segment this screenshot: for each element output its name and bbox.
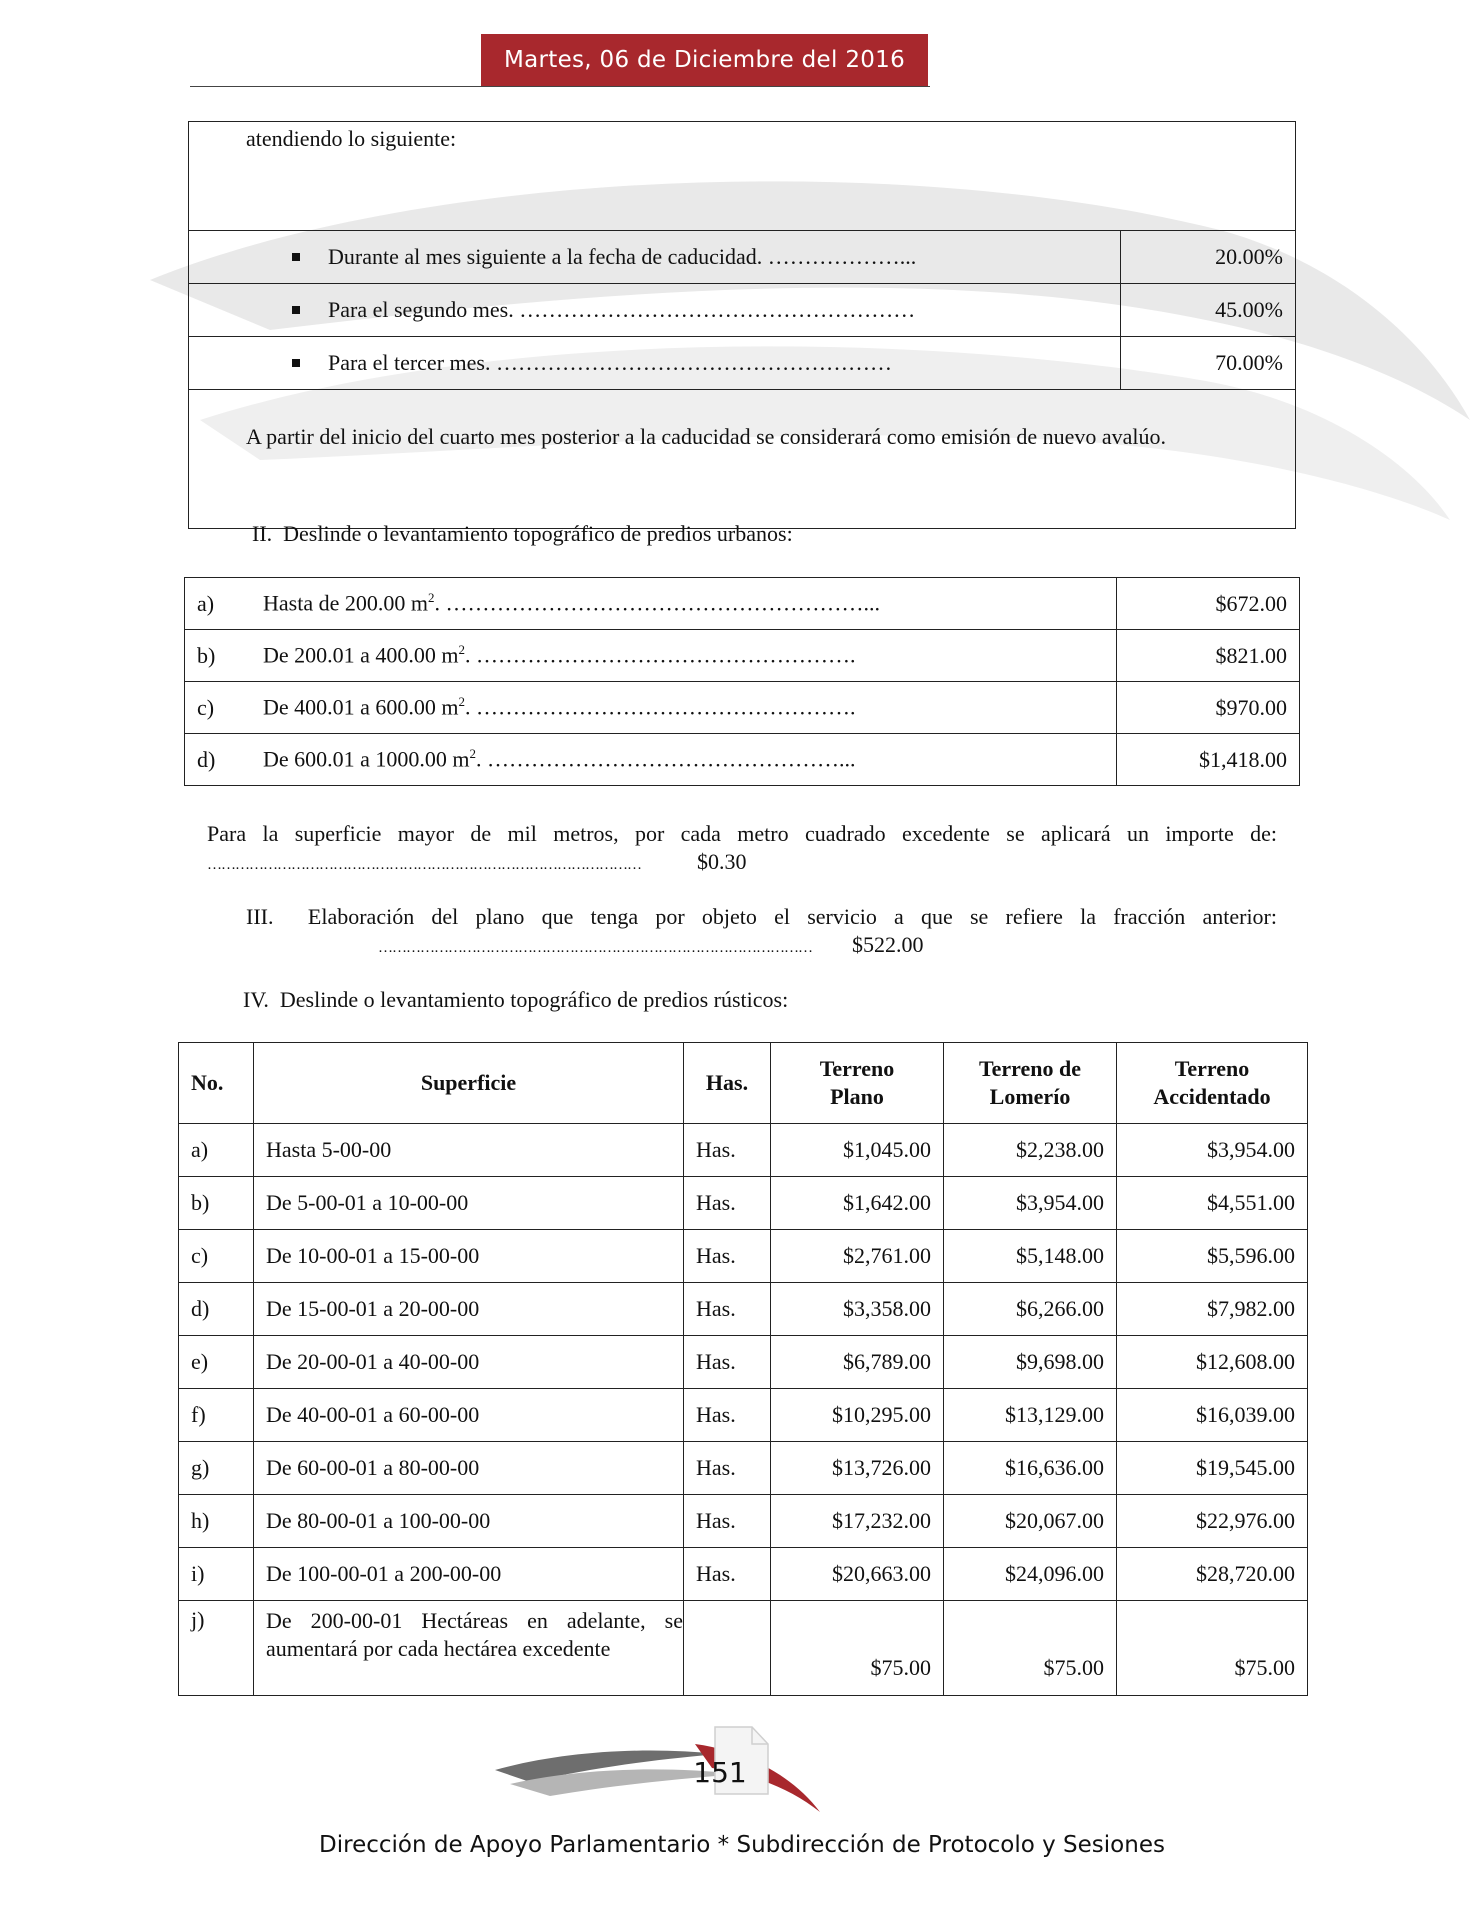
- row-description: De 600.01 a 1000.00 m: [263, 746, 470, 772]
- bullet-icon: [292, 359, 300, 367]
- section-amount: $522.00: [852, 932, 924, 957]
- row-accidentado: $12,608.00: [1117, 1336, 1308, 1389]
- row-lomerio: $16,636.00: [944, 1442, 1117, 1495]
- superscript: 2: [469, 746, 477, 762]
- page-number: 151: [693, 1756, 747, 1789]
- col-header-superficie: Superficie: [254, 1043, 684, 1124]
- row-superficie: De 100-00-01 a 200-00-00: [254, 1548, 684, 1601]
- row-plano: $1,642.00: [771, 1177, 944, 1230]
- section-title: Deslinde o levantamiento topográfico de predios rústicos:: [279, 987, 789, 1012]
- row-accidentado: $19,545.00: [1117, 1442, 1308, 1495]
- table-row: [179, 1283, 1308, 1336]
- row-lomerio: $3,954.00: [944, 1177, 1117, 1230]
- table-row: [179, 1495, 1308, 1548]
- row-label: a): [185, 578, 264, 630]
- superscript: 2: [458, 642, 466, 658]
- row-has: Has.: [684, 1177, 771, 1230]
- row-superficie: De 40-00-01 a 60-00-00: [254, 1389, 684, 1442]
- row-amount: $672.00: [1117, 578, 1300, 630]
- row-superficie: De 20-00-01 a 40-00-00: [254, 1336, 684, 1389]
- header-date-band: [481, 34, 928, 86]
- row-no: d): [179, 1283, 254, 1336]
- row-plano: $75.00: [771, 1601, 944, 1696]
- row-has: Has.: [684, 1230, 771, 1283]
- section-iii: [246, 903, 1277, 962]
- row-superficie: De 5-00-01 a 10-00-00: [254, 1177, 684, 1230]
- row-label: b): [185, 630, 264, 682]
- row-description: Hasta de 200.00 m: [263, 590, 428, 616]
- bullet-icon: [292, 253, 300, 261]
- row-no: e): [179, 1336, 254, 1389]
- caducidad-percent: 45.00%: [1121, 284, 1296, 337]
- row-no: a): [179, 1124, 254, 1177]
- row-superficie: De 15-00-01 a 20-00-00: [254, 1283, 684, 1336]
- row-no: c): [179, 1230, 254, 1283]
- leader-dots: . …………………………………………….: [465, 694, 856, 720]
- caducidad-item: Durante al mes siguiente a la fecha de caducidad. ………………...: [328, 244, 917, 269]
- row-has: [684, 1601, 771, 1696]
- row-has: Has.: [684, 1548, 771, 1601]
- table-row: [179, 1548, 1308, 1601]
- table-row: [179, 1601, 1308, 1696]
- row-has: Has.: [684, 1495, 771, 1548]
- row-no: j): [179, 1601, 254, 1696]
- row-accidentado: $16,039.00: [1117, 1389, 1308, 1442]
- table-row: [185, 630, 1300, 682]
- row-superficie: De 60-00-01 a 80-00-00: [254, 1442, 684, 1495]
- row-plano: $20,663.00: [771, 1548, 944, 1601]
- caducidad-item: Para el tercer mes. ………………………………………………: [328, 350, 892, 375]
- row-lomerio: $6,266.00: [944, 1283, 1117, 1336]
- row-plano: $13,726.00: [771, 1442, 944, 1495]
- col-header-has: Has.: [684, 1043, 771, 1124]
- section-numeral: IV.: [243, 987, 269, 1012]
- table-row: [179, 1230, 1308, 1283]
- leader-dots: …………………………………………………………………………………: [207, 857, 641, 873]
- row-lomerio: $24,096.00: [944, 1548, 1117, 1601]
- table-row: [185, 734, 1300, 786]
- row-no: g): [179, 1442, 254, 1495]
- table-row: [179, 1177, 1308, 1230]
- row-superficie: Hasta 5-00-00: [254, 1124, 684, 1177]
- table-row: [189, 231, 1296, 284]
- row-lomerio: $9,698.00: [944, 1336, 1117, 1389]
- header-date: Martes, 06 de Diciembre del 2016: [503, 47, 906, 73]
- caducidad-outro: A partir del inicio del cuarto mes posterior a la caducidad se considerará como emisión de nuevo avalúo.: [189, 390, 1296, 529]
- row-plano: $17,232.00: [771, 1495, 944, 1548]
- row-amount: $821.00: [1117, 630, 1300, 682]
- row-lomerio: $13,129.00: [944, 1389, 1117, 1442]
- leader-dots: …………………………………………………………………………………: [378, 940, 812, 956]
- row-no: f): [179, 1389, 254, 1442]
- table-row: [179, 1442, 1308, 1495]
- footer-swoosh-logo: [490, 1722, 830, 1832]
- caducidad-table: [188, 121, 1296, 529]
- section-iv-heading: [243, 987, 788, 1013]
- row-lomerio: $75.00: [944, 1601, 1117, 1696]
- row-label: d): [185, 734, 264, 786]
- leader-dots: . …………………………………………………...: [434, 590, 880, 616]
- row-accidentado: $75.00: [1117, 1601, 1308, 1696]
- table-row: [179, 1389, 1308, 1442]
- row-superficie: De 10-00-01 a 15-00-00: [254, 1230, 684, 1283]
- footer-text: Dirección de Apoyo Parlamentario * Subdirección de Protocolo y Sesiones: [319, 1832, 1165, 1858]
- section-ii-heading: [252, 521, 793, 547]
- leader-dots: . …………………………………………….: [465, 642, 856, 668]
- bullet-icon: [292, 306, 300, 314]
- row-lomerio: $2,238.00: [944, 1124, 1117, 1177]
- table-row: [189, 284, 1296, 337]
- row-accidentado: $7,982.00: [1117, 1283, 1308, 1336]
- row-description: De 200.01 a 400.00 m: [263, 642, 459, 668]
- row-lomerio: $5,148.00: [944, 1230, 1117, 1283]
- row-has: Has.: [684, 1283, 771, 1336]
- row-has: Has.: [684, 1124, 771, 1177]
- section-numeral: II.: [252, 521, 273, 546]
- rusticos-table: [178, 1042, 1308, 1696]
- header-rule: [190, 86, 930, 87]
- row-accidentado: $4,551.00: [1117, 1177, 1308, 1230]
- col-header-no: No.: [179, 1043, 254, 1124]
- table-row: [185, 578, 1300, 630]
- caducidad-item: Para el segundo mes. ………………………………………………: [328, 297, 916, 322]
- superficie-paragraph: [207, 820, 1277, 879]
- row-superficie: De 80-00-01 a 100-00-00: [254, 1495, 684, 1548]
- section-text: Elaboración del plano que tenga por objeto el servicio a que se refiere la fracción anterior:: [307, 904, 1277, 929]
- table-row: [179, 1336, 1308, 1389]
- row-plano: $2,761.00: [771, 1230, 944, 1283]
- paragraph-amount: $0.30: [697, 849, 747, 874]
- row-description: De 400.01 a 600.00 m: [263, 694, 459, 720]
- row-plano: $10,295.00: [771, 1389, 944, 1442]
- table-header-row: [179, 1043, 1308, 1124]
- row-amount: $970.00: [1117, 682, 1300, 734]
- urbanos-table: [184, 577, 1300, 786]
- row-superficie: De 200-00-01 Hectáreas en adelante, se aumentará por cada hectárea excedente: [254, 1601, 684, 1696]
- section-title: Deslinde o levantamiento topográfico de predios urbanos:: [283, 521, 793, 546]
- superscript: 2: [458, 694, 466, 710]
- row-accidentado: $3,954.00: [1117, 1124, 1308, 1177]
- table-row: [179, 1124, 1308, 1177]
- table-row: [185, 682, 1300, 734]
- caducidad-intro: atendiendo lo siguiente:: [189, 122, 1296, 231]
- row-amount: $1,418.00: [1117, 734, 1300, 786]
- row-no: i): [179, 1548, 254, 1601]
- col-header-plano: Terreno Plano: [771, 1043, 944, 1124]
- col-header-lomerio: Terreno de Lomerío: [944, 1043, 1117, 1124]
- row-accidentado: $5,596.00: [1117, 1230, 1308, 1283]
- row-has: Has.: [684, 1389, 771, 1442]
- row-accidentado: $22,976.00: [1117, 1495, 1308, 1548]
- row-has: Has.: [684, 1336, 771, 1389]
- caducidad-percent: 20.00%: [1121, 231, 1296, 284]
- row-no: h): [179, 1495, 254, 1548]
- col-header-accidentado: Terreno Accidentado: [1117, 1043, 1308, 1124]
- row-plano: $3,358.00: [771, 1283, 944, 1336]
- section-numeral: III.: [246, 904, 274, 929]
- superscript: 2: [427, 590, 435, 606]
- row-lomerio: $20,067.00: [944, 1495, 1117, 1548]
- caducidad-percent: 70.00%: [1121, 337, 1296, 390]
- row-label: c): [185, 682, 264, 734]
- leader-dots: . …………………………………………...: [476, 746, 856, 772]
- row-accidentado: $28,720.00: [1117, 1548, 1308, 1601]
- paragraph-text: Para la superficie mayor de mil metros, por cada metro cuadrado excedente se aplicará un importe de:: [207, 821, 1277, 846]
- row-plano: $6,789.00: [771, 1336, 944, 1389]
- row-no: b): [179, 1177, 254, 1230]
- row-has: Has.: [684, 1442, 771, 1495]
- row-plano: $1,045.00: [771, 1124, 944, 1177]
- table-row: [189, 337, 1296, 390]
